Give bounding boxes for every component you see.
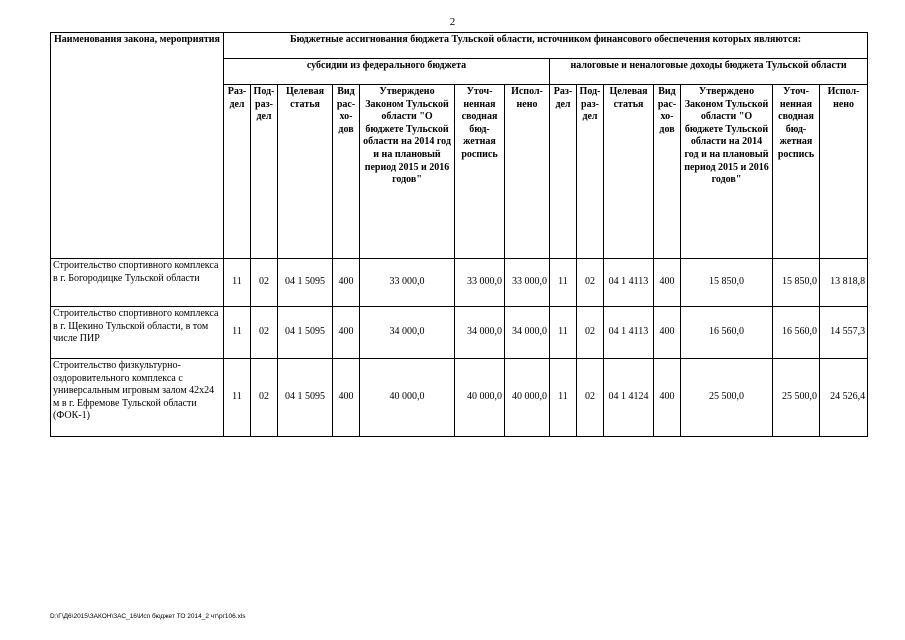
table-row [51,259,868,307]
cell-utverzhdeno: 15 850,0 [681,259,773,307]
cell-podrazdel: 02 [251,307,278,359]
page-number: 2 [449,16,456,28]
cell-celevaya: 04 1 4113 [604,259,654,307]
col-razdel-regional: Раз-дел [550,85,577,259]
cell-utverzhdeno: 33 000,0 [360,259,455,307]
cell-razdel: 11 [550,259,577,307]
col-podrazdel-regional: Под-раз-дел [577,85,604,259]
cell-podrazdel: 02 [251,259,278,307]
cell-utverzhdeno: 34 000,0 [360,307,455,359]
cell-celevaya: 04 1 5095 [278,259,333,307]
col-ispolneno-federal: Испол-нено [505,85,550,259]
budget-table [50,32,868,437]
cell-ispolneno: 14 557,3 [820,307,868,359]
cell-utochnennaya: 15 850,0 [773,259,820,307]
col-utverzhdeno-regional: Утверждено Законом Тульской области "О бюджете Тульской области на 2014 год и на плановый период 2015 и 2016 годов" [681,85,773,259]
header-name-column: Наименования закона, мероприятия [51,33,224,259]
cell-ispolneno: 24 526,4 [820,359,868,437]
cell-ispolneno: 40 000,0 [505,359,550,437]
file-path-footer: D:\Г\Д6\2015\ЗАКОН\ЗАС_16\Исп бюджет ТО 2014_2 чт\рг106.xls [50,613,246,620]
cell-celevaya: 04 1 4124 [604,359,654,437]
cell-podrazdel: 02 [577,259,604,307]
col-utochnennaya-federal: Уточ-ненная сводная бюд-жетная роспись [455,85,505,259]
cell-razdel: 11 [224,259,251,307]
cell-vid: 400 [333,259,360,307]
col-utochnennaya-regional: Уточ-ненная сводная бюд-жетная роспись [773,85,820,259]
row-name: Строительство спортивного комплекса в г. Щекино Тульской области, в том числе ПИР [51,307,224,359]
cell-utverzhdeno: 25 500,0 [681,359,773,437]
cell-vid: 400 [333,359,360,437]
cell-razdel: 11 [224,359,251,437]
cell-ispolneno: 34 000,0 [505,307,550,359]
cell-utverzhdeno: 16 560,0 [681,307,773,359]
cell-razdel: 11 [550,359,577,437]
cell-podrazdel: 02 [577,359,604,437]
col-podrazdel-federal: Под-раз-дел [251,85,278,259]
row-name: Строительство физкультурно-оздоровительного комплекса с универсальным игровым залом 42х24 м в г. Ефремове Тульской области (ФОК-1) [51,359,224,437]
cell-celevaya: 04 1 5095 [278,359,333,437]
cell-utochnennaya: 25 500,0 [773,359,820,437]
cell-utochnennaya: 34 000,0 [455,307,505,359]
cell-utverzhdeno: 40 000,0 [360,359,455,437]
cell-vid: 400 [654,359,681,437]
header-main-title: Бюджетные ассигнования бюджета Тульской области, источником финансового обеспечения которых являются: [224,33,868,59]
cell-razdel: 11 [224,307,251,359]
cell-ispolneno: 33 000,0 [505,259,550,307]
header-group-federal: субсидии из федерального бюджета [224,59,550,85]
cell-podrazdel: 02 [577,307,604,359]
header-group-regional: налоговые и неналоговые доходы бюджета Тульской области [550,59,868,85]
cell-utochnennaya: 16 560,0 [773,307,820,359]
cell-celevaya: 04 1 4113 [604,307,654,359]
cell-vid: 400 [654,259,681,307]
col-ispolneno-regional: Испол-нено [820,85,868,259]
row-name: Строительство спортивного комплекса в г. Богородицке Тульской области [51,259,224,307]
cell-vid: 400 [333,307,360,359]
table-row [51,307,868,359]
col-utverzhdeno-federal: Утверждено Законом Тульской области "О бюджете Тульской области на 2014 год и на плановый период 2015 и 2016 годов" [360,85,455,259]
col-vid-regional: Вид рас-хо-дов [654,85,681,259]
cell-razdel: 11 [550,307,577,359]
cell-celevaya: 04 1 5095 [278,307,333,359]
col-celevaya-federal: Целевая статья [278,85,333,259]
table-row [51,359,868,437]
col-celevaya-regional: Целевая статья [604,85,654,259]
col-razdel-federal: Раз-дел [224,85,251,259]
cell-utochnennaya: 40 000,0 [455,359,505,437]
cell-ispolneno: 13 818,8 [820,259,868,307]
cell-podrazdel: 02 [251,359,278,437]
cell-utochnennaya: 33 000,0 [455,259,505,307]
col-vid-federal: Вид рас-хо-дов [333,85,360,259]
cell-vid: 400 [654,307,681,359]
